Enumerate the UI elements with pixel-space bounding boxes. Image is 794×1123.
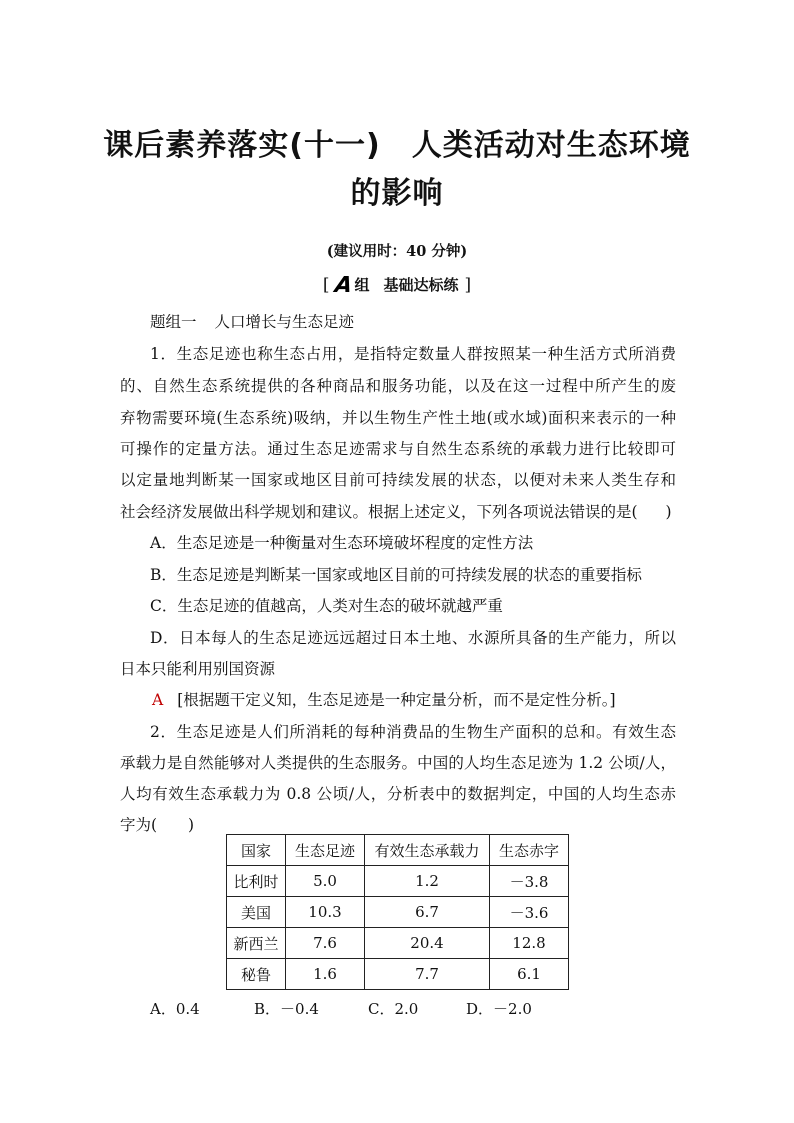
topic-prefix: 题组一: [150, 313, 197, 331]
table-header-cell: 生态足迹: [286, 835, 365, 866]
q2-option-a: A．0.4: [150, 1000, 200, 1018]
table-cell: 1.2: [365, 866, 490, 897]
table-cell: 5.0: [286, 866, 365, 897]
topic-title: 人口增长与生态足迹: [214, 313, 355, 331]
table-cell: 新西兰: [227, 928, 286, 959]
table-cell: 比利时: [227, 866, 286, 897]
q2-line-1: 2．生态足迹是人们所消耗的每种消费品的生物生产面积的总和。有效生态: [150, 723, 676, 741]
table-row: [227, 959, 569, 990]
suggested-time: (建议用时：40 分钟): [326, 243, 468, 260]
ecological-footprint-table: [226, 834, 569, 990]
q1-line-6: [120, 502, 680, 522]
q2-line-4: 字为( ): [120, 816, 195, 834]
q2-line-2: 承载力是自然能够对人类提供的生态服务。中国的人均生态足迹为 1.2 公顷/人，: [120, 754, 676, 772]
q1-question-stem-end: 社会经济发展做出科学规划和建议。根据上述定义，下列各项说法错误的是(: [120, 503, 638, 521]
topic-heading: [150, 312, 706, 332]
q2-options: [150, 998, 532, 1019]
table-cell: 6.7: [365, 897, 490, 928]
table-cell: 20.4: [365, 928, 490, 959]
q1-line-4: 可操作的定量方法。通过生态足迹需求与自然生态系统的承载力进行比较即可: [120, 440, 676, 458]
table-cell: 1.6: [286, 959, 365, 990]
group-label: 组: [354, 276, 370, 294]
table-cell: 10.3: [286, 897, 365, 928]
page-title-line2: 的影响: [350, 176, 444, 211]
group-heading: [0, 273, 794, 298]
q1-answer: [152, 690, 708, 710]
q1-line-1: 1．生态足迹也称生态占用，是指特定数量人群按照某一种生活方式所消费: [150, 345, 676, 363]
table-header-cell: 生态赤字: [490, 835, 569, 866]
answer-paren-close: ): [665, 503, 672, 521]
group-subtitle: 基础达标练: [383, 276, 459, 294]
table-row: [227, 897, 569, 928]
answer-letter: A: [152, 691, 164, 709]
group-bracket-left: [: [322, 275, 330, 295]
answer-explanation: [根据题干定义知，生态足迹是一种定量分析，而不是定性分析。]: [177, 691, 616, 709]
group-letter-logo: A: [333, 273, 355, 298]
q1-line-2: 的、自然生态系统提供的各种商品和服务功能，以及在这一过程中所产生的废: [120, 377, 676, 395]
table-cell: 秘鲁: [227, 959, 286, 990]
table-cell: 美国: [227, 897, 286, 928]
table-cell: －3.8: [490, 866, 569, 897]
table-cell: 12.8: [490, 928, 569, 959]
q1-option-d-cont: 日本只能利用别国资源: [120, 660, 276, 678]
q2-option-b: B．－0.4: [254, 1000, 319, 1018]
table-row: [227, 928, 569, 959]
q2-line-3: 人均有效生态承载力为 0.8 公顷/人，分析表中的数据判定，中国的人均生态赤: [120, 785, 676, 803]
q2-option-d: D．－2.0: [466, 1000, 532, 1018]
q1-option-a: A．生态足迹是一种衡量对生态环境破坏程度的定性方法: [150, 534, 534, 552]
table-cell: －3.6: [490, 897, 569, 928]
q1-line-3: 弃物需要环境(生态系统)吸纳，并以生物生产性土地(或水域)面积来表示的一种: [120, 409, 676, 427]
q1-option-c: C．生态足迹的值越高，人类对生态的破坏就越严重: [150, 597, 503, 615]
q2-option-c: C．2.0: [368, 1000, 419, 1018]
q1-option-b: B．生态足迹是判断某一国家或地区目前的可持续发展的状态的重要指标: [150, 566, 642, 584]
table-cell: 6.1: [490, 959, 569, 990]
table-header-cell: 有效生态承载力: [365, 835, 490, 866]
q1-option-d: D．日本每人的生态足迹远远超过日本土地、水源所具备的生产能力，所以: [150, 629, 676, 647]
group-bracket-right: ]: [464, 275, 472, 295]
table-row: [227, 866, 569, 897]
q1-line-5: 以定量地判断某一国家或地区目前可持续发展的状态，以便对未来人类生存和: [120, 471, 676, 489]
table-header-row: [227, 835, 569, 866]
table-cell: 7.6: [286, 928, 365, 959]
page-title-line1: 课后素养落实(十一) 人类活动对生态环境: [103, 128, 691, 163]
table-header-cell: 国家: [227, 835, 286, 866]
table-cell: 7.7: [365, 959, 490, 990]
